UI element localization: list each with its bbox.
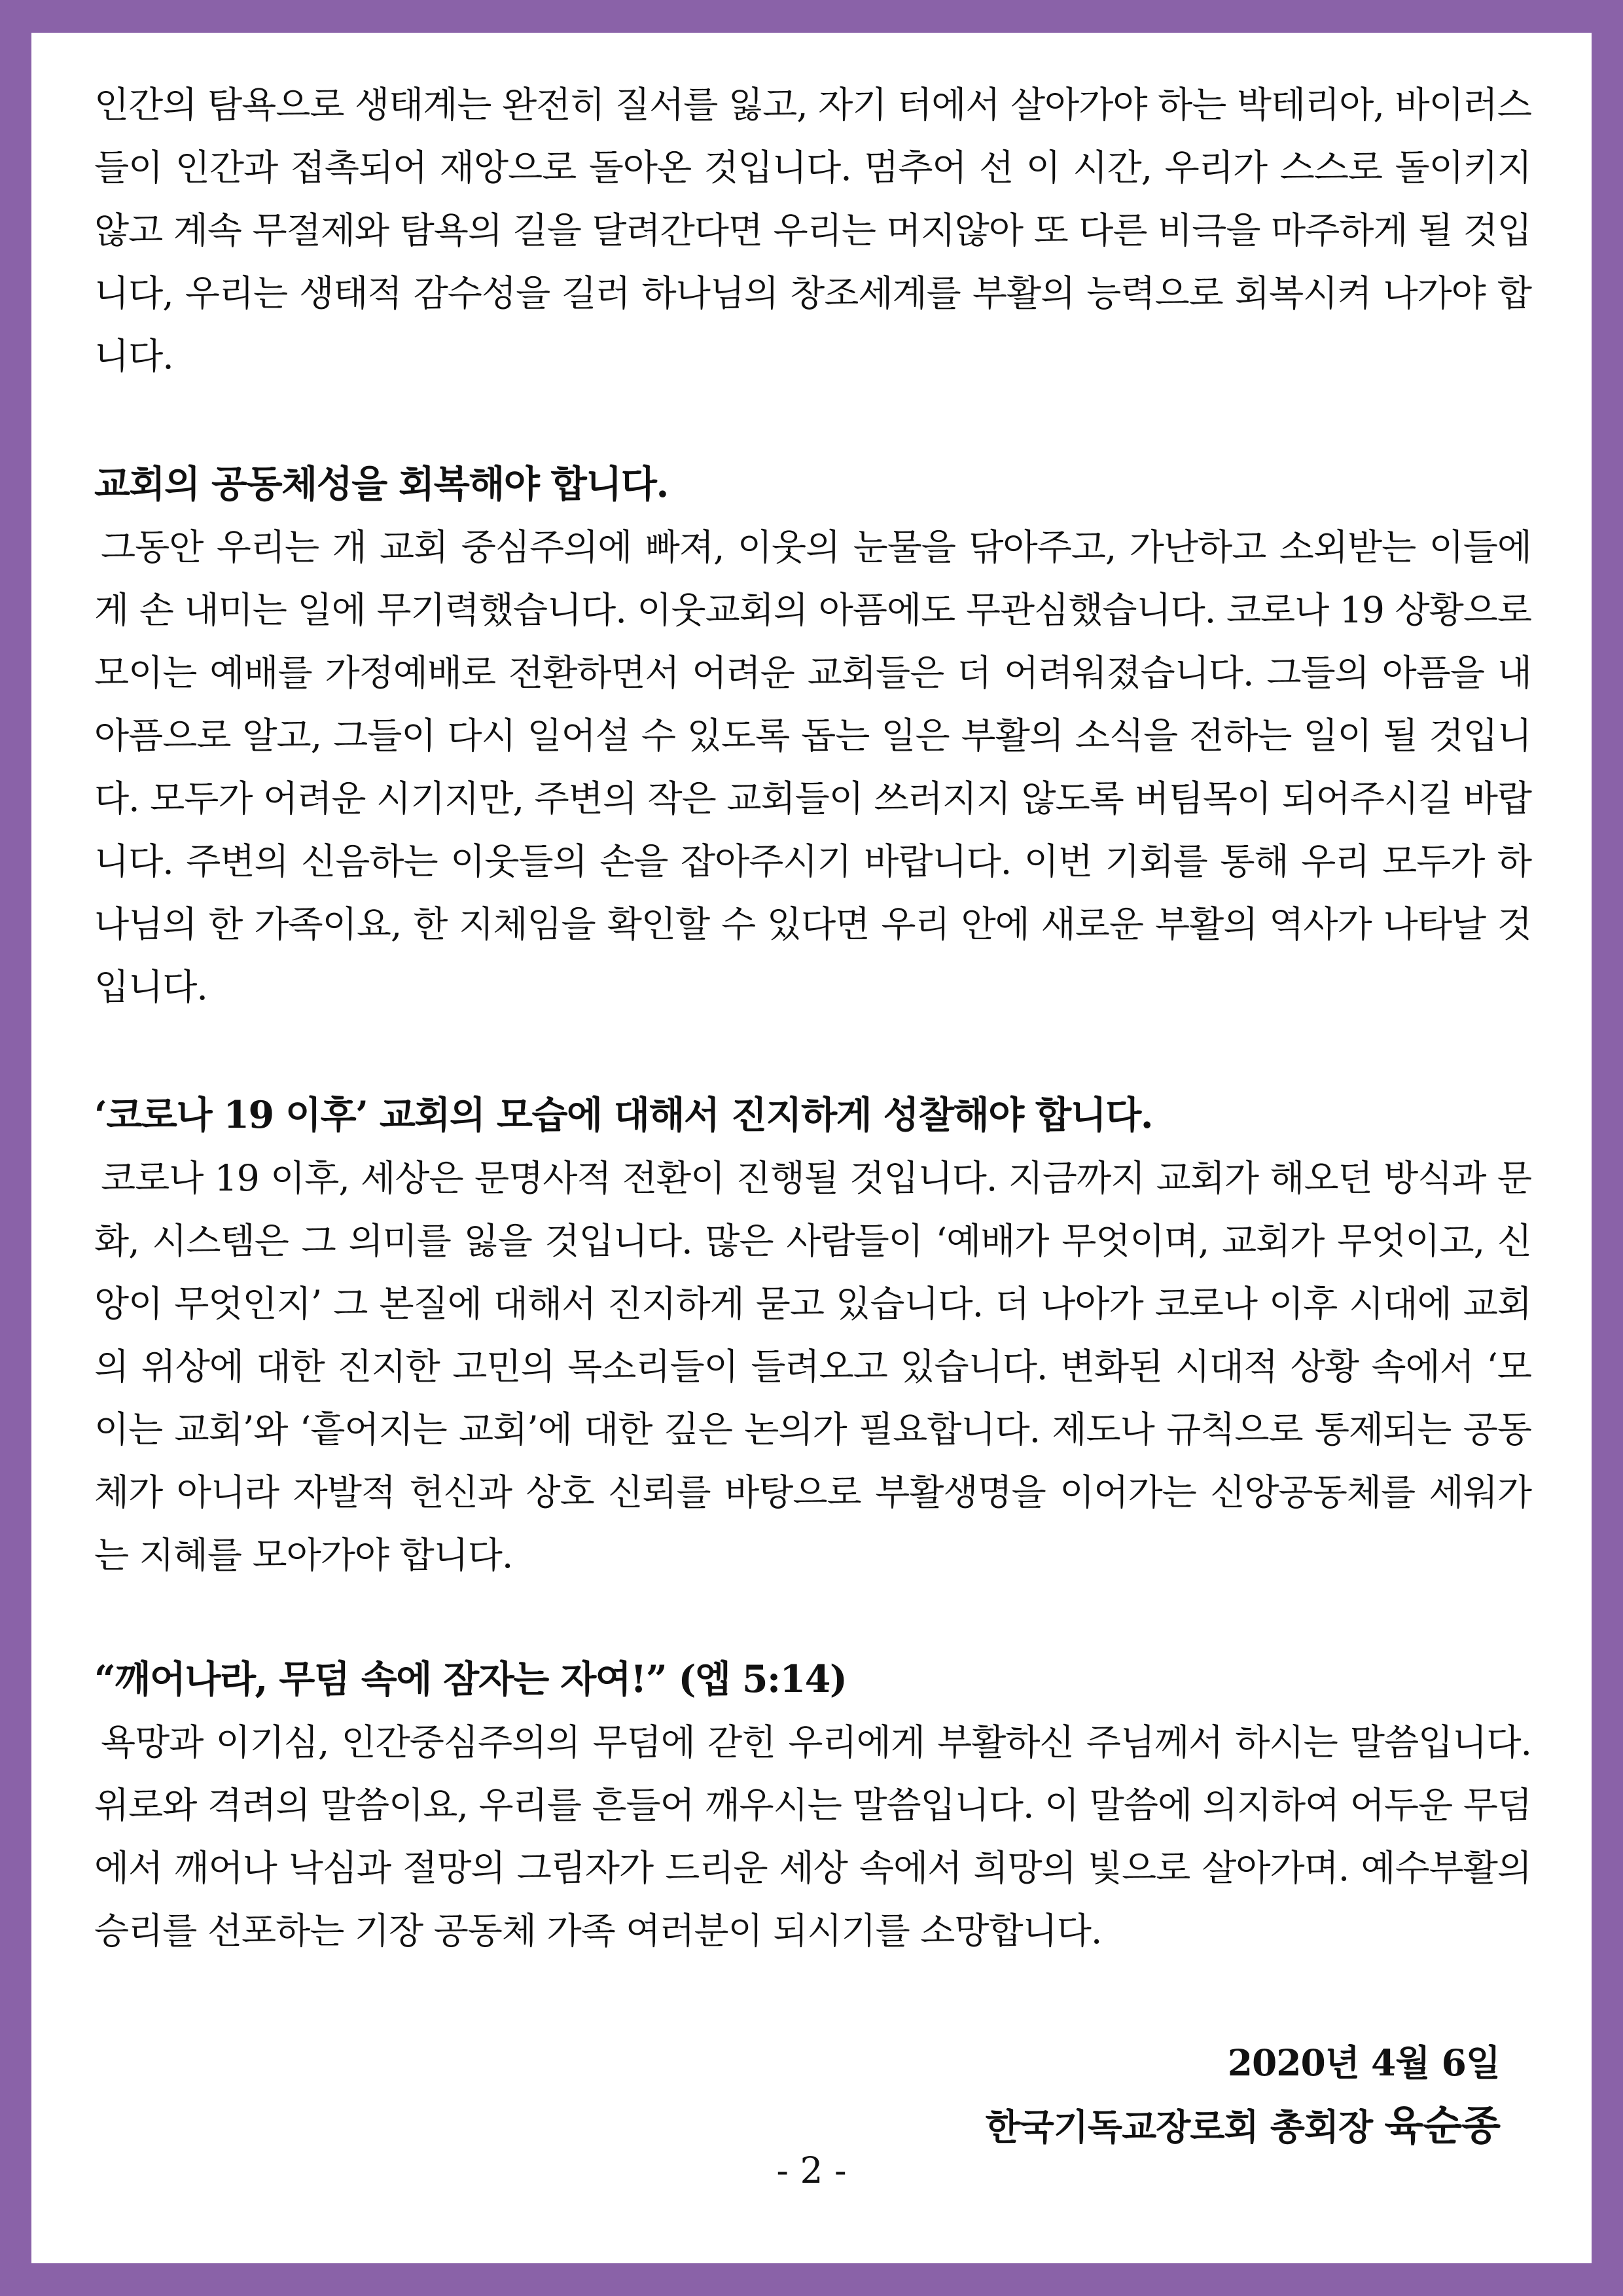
letter-body xyxy=(94,73,1531,1962)
intro-paragraph: 인간의 탐욕으로 생태계는 완전히 질서를 잃고, 자기 터에서 살아가야 하는 박테리아, 바이러스들이 인간과 접촉되어 재앙으로 돌아온 것입니다. 멈추어 선 이 시간, 우리가 스스로 돌이키지 않고 계속 무절제와 탐욕의 길을 달려간다면 우리는 머지않아 또 다른 비극을 마주하게 될 것입니다, 우리는 생태적 감수성을 길러 하나님의 창조세계를 부활의 능력으로 회복시켜 나가야 합니다. xyxy=(94,84,1531,377)
page-number: - 2 - xyxy=(776,2149,847,2191)
document-page xyxy=(31,33,1592,2263)
section1-heading: 교회의 공동체성을 회복해야 합니다. xyxy=(94,462,668,506)
section3-paragraph: 욕망과 이기심, 인간중심주의의 무덤에 갇힌 우리에게 부활하신 주님께서 하시는 말씀입니다. 위로와 격려의 말씀이요, 우리를 흔들어 깨우시는 말씀입니다. 이 말씀에 의지하여 어두운 무덤에서 깨어나 낙심과 절망의 그림자가 드리운 세상 속에서 희망의 빛으로 살아가며. 예수부활의 승리를 선포하는 기장 공동체 가족 여러분이 되시기를 소망합니다. xyxy=(94,1721,1531,1952)
signature-block xyxy=(986,2032,1500,2159)
signature-date: 2020년 4월 6일 xyxy=(1227,2041,1500,2084)
signature-title: 한국기독교장로회 총회장 xyxy=(985,2106,1373,2148)
section3-heading: “깨어나라, 무덤 속에 잠자는 자여!” (엡 5:14) xyxy=(94,1657,847,1701)
signature-name: 육순종 xyxy=(1384,2102,1500,2149)
section1-paragraph: 그동안 우리는 개 교회 중심주의에 빠져, 이웃의 눈물을 닦아주고, 가난하고 소외받는 이들에게 손 내미는 일에 무기력했습니다. 이웃교회의 아픔에도 무관심했습니다. 코로나 19 상황으로 모이는 예배를 가정예배로 전환하면서 어려운 교회들은 더 어려워졌습니다. 그들의 아픔을 내 아픔으로 알고, 그들이 다시 일어설 수 있도록 돕는 일은 부활의 소식을 전하는 일이 될 것입니다. 모두가 어려운 시기지만, 주변의 작은 교회들이 쓰러지지 않도록 버팀목이 되어주시길 바랍니다. 주변의 신음하는 이웃들의 손을 잡아주시기 바랍니다. 이번 기회를 통해 우리 모두가 하나님의 한 가족이요, 한 지체임을 확인할 수 있다면 우리 안에 새로운 부활의 역사가 나타날 것입니다. xyxy=(94,526,1531,1008)
section2-paragraph: 코로나 19 이후, 세상은 문명사적 전환이 진행될 것입니다. 지금까지 교회가 해오던 방식과 문화, 시스템은 그 의미를 잃을 것입니다. 많은 사람들이 ‘예배가 무엇이며, 교회가 무엇이고, 신앙이 무엇인지’ 그 본질에 대해서 진지하게 묻고 있습니다. 더 나아가 코로나 이후 시대에 교회의 위상에 대한 진지한 고민의 목소리들이 들려오고 있습니다. 변화된 시대적 상황 속에서 ‘모이는 교회’와 ‘흩어지는 교회’에 대한 깊은 논의가 필요합니다. 제도나 규칙으로 통제되는 공동체가 아니라 자발적 헌신과 상호 신뢰를 바탕으로 부활생명을 이어가는 신앙공동체를 세워가는 지혜를 모아가야 합니다. xyxy=(94,1157,1531,1576)
section2-heading: ‘코로나 19 이후’ 교회의 모습에 대해서 진지하게 성찰해야 합니다. xyxy=(94,1093,1153,1137)
